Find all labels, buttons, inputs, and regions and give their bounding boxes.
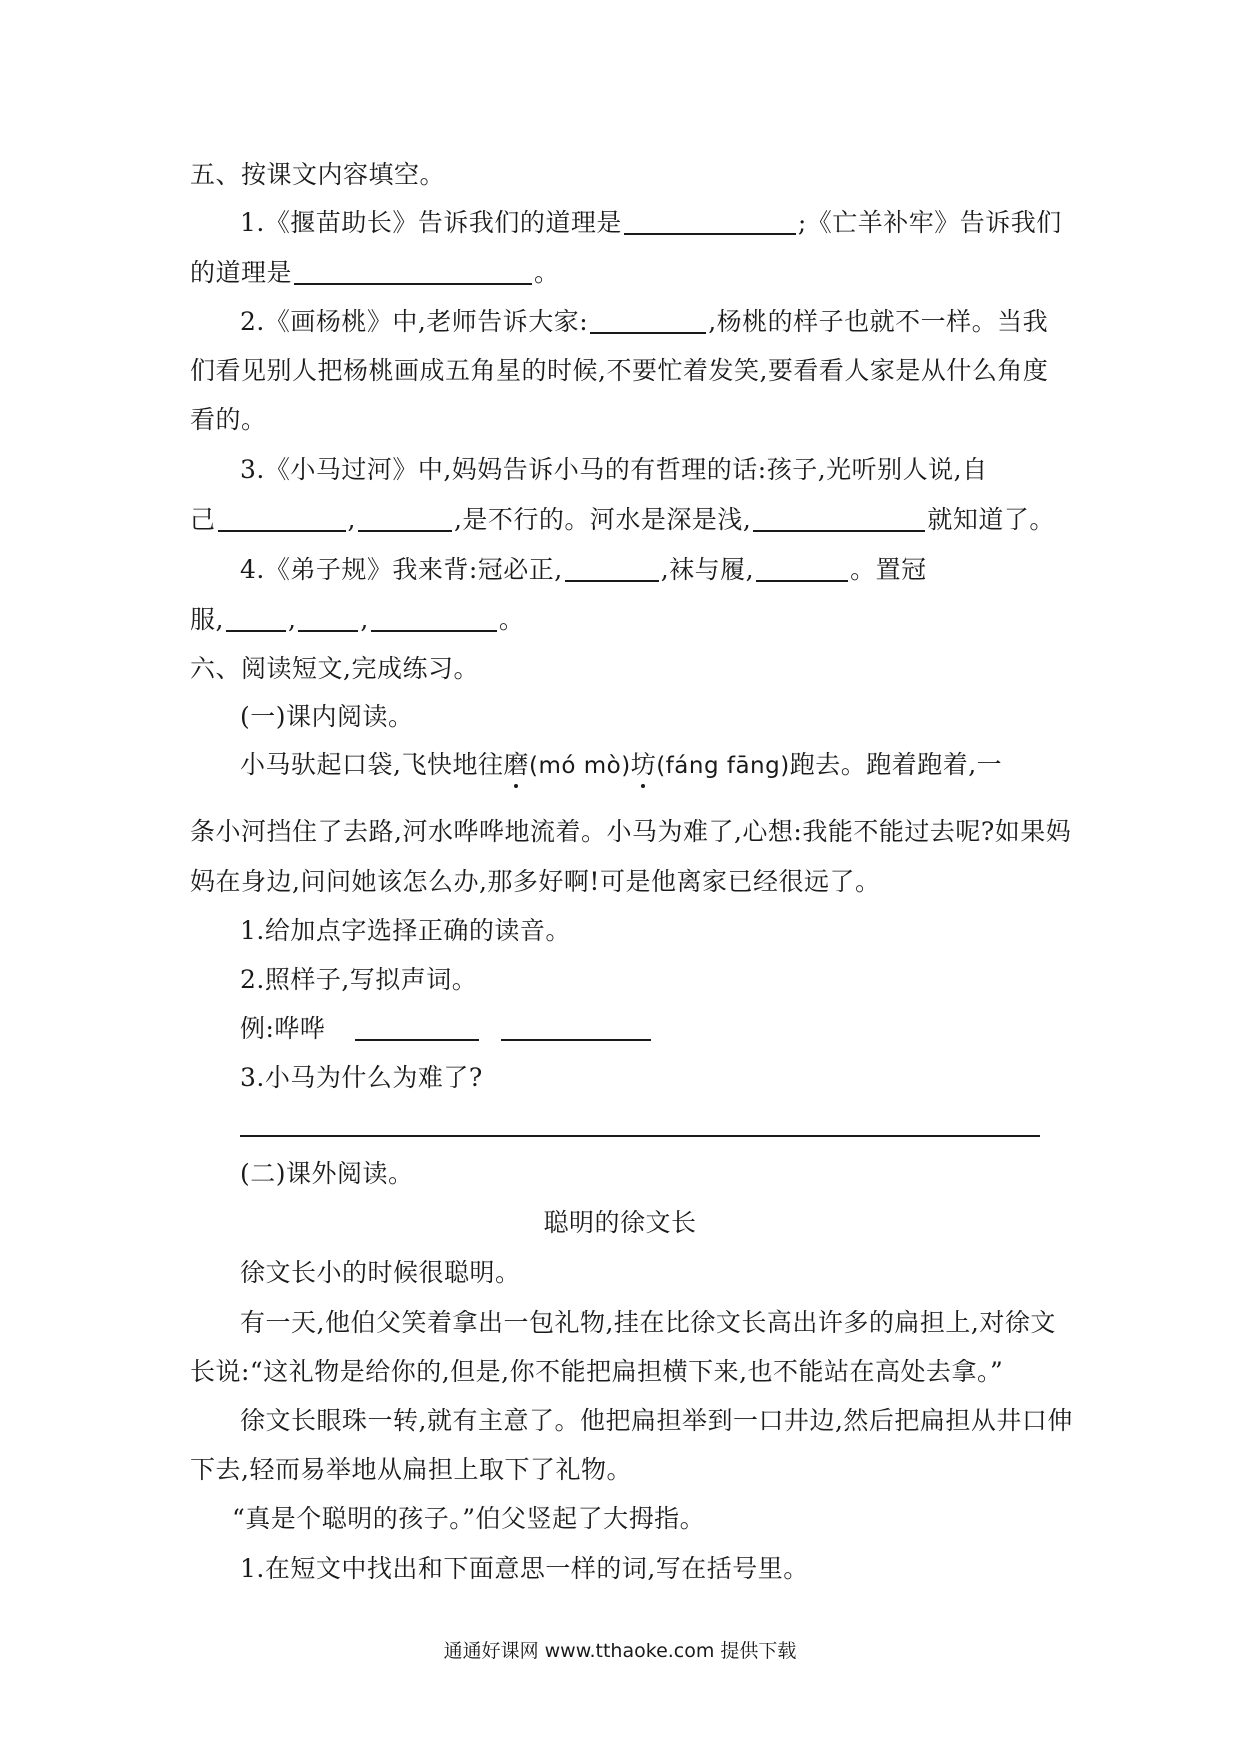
question-2-line-1: 2.《画杨桃》中,老师告诉大家: ,杨桃的样子也就不一样。当我	[240, 307, 1049, 336]
pinyin-options: (mó mò)	[528, 753, 631, 779]
reading-question-2: 2.照样子,写拟声词。	[240, 965, 478, 994]
footer-credit: 通通好课网 www.tthaoke.com 提供下载	[443, 1640, 797, 1662]
reading-question-1: 1.给加点字选择正确的读音。	[240, 916, 571, 945]
answer-blank[interactable]	[358, 504, 452, 532]
answer-blank[interactable]	[565, 554, 659, 582]
question-4-line-2: 服, , , 。	[190, 605, 525, 634]
answer-blank[interactable]	[355, 1013, 479, 1041]
answer-blank[interactable]	[218, 504, 346, 532]
story-line-3: 长说:“这礼物是给你的,但是,你不能把扁担横下来,也不能站在高处去拿。”	[190, 1357, 1004, 1386]
question-3-line-1: 3.《小马过河》中,妈妈告诉小马的有哲理的话:孩子,光听别人说,自	[240, 455, 988, 484]
answer-blank[interactable]	[756, 554, 848, 582]
story-question-1: 1.在短文中找出和下面意思一样的词,写在括号里。	[240, 1554, 809, 1583]
story-title: 聪明的徐文长	[543, 1208, 697, 1237]
example-line: 例:哗哗	[240, 1012, 653, 1046]
answer-line[interactable]	[240, 1135, 1040, 1137]
question-2-line-2: 们看见别人把杨桃画成五角星的时候,不要忙着发笑,要看看人家是从什么角度	[190, 356, 1049, 385]
dotted-char: 磨	[503, 748, 529, 782]
passage-line-1: 小马驮起口袋,飞快地往磨(mó mò)坊(fáng fāng)跑去。跑着跑着,一	[240, 748, 1002, 783]
answer-blank[interactable]	[226, 604, 286, 632]
story-line-5: 下去,轻而易举地从扁担上取下了礼物。	[190, 1455, 632, 1484]
question-4-line-1: 4.《弟子规》我来背:冠必正, ,袜与履, 。置冠	[240, 555, 927, 584]
story-line-1: 徐文长小的时候很聪明。	[240, 1258, 521, 1287]
answer-blank[interactable]	[590, 306, 706, 334]
story-line-4: 徐文长眼珠一转,就有主意了。他把扁担举到一口井边,然后把扁担从井口伸	[240, 1406, 1073, 1435]
question-2-line-3: 看的。	[190, 405, 267, 434]
part1-title: (一)课内阅读。	[240, 702, 414, 731]
answer-blank[interactable]	[294, 257, 532, 285]
section6-title: 六、阅读短文,完成练习。	[190, 654, 479, 683]
answer-blank[interactable]	[371, 604, 497, 632]
section5-title: 五、按课文内容填空。	[190, 160, 446, 189]
answer-blank[interactable]	[753, 504, 925, 532]
story-line-6: “真是个聪明的孩子。”伯父竖起了大拇指。	[232, 1504, 706, 1533]
dotted-char: 坊	[631, 748, 657, 782]
story-line-2: 有一天,他伯父笑着拿出一包礼物,挂在比徐文长高出许多的扁担上,对徐文	[240, 1308, 1056, 1337]
answer-blank[interactable]	[298, 604, 358, 632]
question-3-line-2: 己 , ,是不行的。河水是深是浅, 就知道了。	[190, 505, 1055, 534]
reading-question-3: 3.小马为什么为难了?	[240, 1063, 483, 1092]
passage-line-3: 妈在身边,问问她该怎么办,那多好啊!可是他离家已经很远了。	[190, 867, 881, 896]
part2-title: (二)课外阅读。	[240, 1159, 414, 1188]
answer-blank[interactable]	[624, 207, 796, 235]
pinyin-options: (fáng fāng)	[656, 753, 790, 779]
question-1-line-2: 的道理是 。	[190, 258, 560, 287]
question-1-line-1: 1.《揠苗助长》告诉我们的道理是 ;《亡羊补牢》告诉我们	[240, 208, 1062, 237]
passage-line-2: 条小河挡住了去路,河水哗哗地流着。小马为难了,心想:我能不能过去呢?如果妈	[190, 817, 1072, 846]
answer-blank[interactable]	[501, 1013, 651, 1041]
